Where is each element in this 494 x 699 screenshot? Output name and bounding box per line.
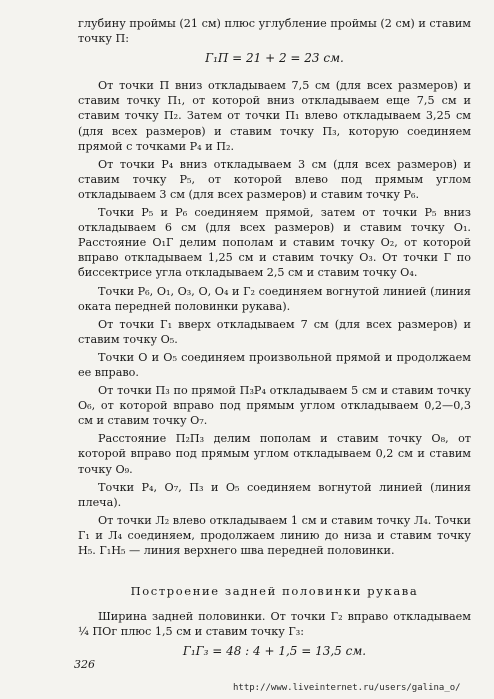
paragraph: Точки О и О₅ соединяем произвольной прямой и продолжаем ее вправо. — [78, 350, 471, 379]
formula-line: Г₁П = 21 + 2 = 23 см. — [205, 51, 344, 66]
paragraph: От точки Л₂ влево откладываем 1 см и ставим точку Л₄. Точки Г₁ и Л₄ соединяем, продолжаем линию до низа и ставим точку Н₅. Г₁Н₅ — линия верхнего шва передней половинки. — [78, 513, 471, 557]
book-page — [78, 16, 471, 671]
paragraph: глубину проймы (21 см) плюс углубление проймы (2 см) и ставим точку П: — [78, 17, 471, 46]
paragraph: Расстояние П₂П₃ делим пополам и ставим точку О₈, от которой вправо под прямым углом откладываем 0,2 см и ставим точку О₉. — [78, 432, 471, 476]
paragraph: Ширина задней половинки. От точки Г₂ вправо откладываем ¼ ПОг плюс 1,5 см и ставим точку Г₃: — [78, 610, 471, 639]
paragraph: От точки Р₄ вниз откладываем 3 см (для всех размеров) и ставим точку Р₅, от которой влево под прямым углом откладываем 3 см (для всех размеров) и ставим точку Р₆. — [78, 157, 471, 201]
paragraph: Точки Р₅ и Р₆ соединяем прямой, затем от точки Р₅ вниз откладываем 6 см (для всех размеров) и ставим точку О₁. Расстояние О₁Г делим пополам и ставим точку О₂, от которой вправо откладываем 1,25 см и ставим точку О₃. От точки Г по биссектрисе угла откладываем 2,5 см и ставим точку О₄. — [78, 206, 471, 280]
formula-line: Г₁Г₃ = 48 : 4 + 1,5 = 13,5 см. — [182, 644, 367, 659]
paragraph: Точки Р₄, О₇, П₃ и О₅ соединяем вогнутой линией (линия плеча). — [78, 480, 471, 509]
page-number: 326 — [74, 658, 95, 671]
paragraph: От точки Г₁ вверх откладываем 7 см (для всех размеров) и ставим точку О₅. — [78, 317, 471, 346]
paragraph: От точки П₃ по прямой П₃Р₄ откладываем 5 см и ставим точку О₆, от которой вправо под прямым углом откладываем 0,2—0,3 см и ставим точку О₇. — [78, 384, 471, 428]
paragraph: Точки Р₆, О₁, О₃, О, О₄ и Г₂ соединяем вогнутой линией (линия оката передней половинки рукава). — [78, 284, 471, 313]
footer-url[interactable]: http://www.liveinternet.ru/users/galina_o/ — [233, 683, 461, 693]
paragraph: От точки П вниз откладываем 7,5 см (для всех размеров) и ставим точку П₁, от которой вниз откладываем еще 7,5 см и ставим точку П₂. Затем от точки П₁ влево откладываем 3,25 см (для всех размеров) и ставим точку П₃, которую соединяем прямой с точками Р₄ и П₂. — [78, 79, 471, 153]
section-heading: Построение задней половинки рукава — [130, 584, 419, 599]
